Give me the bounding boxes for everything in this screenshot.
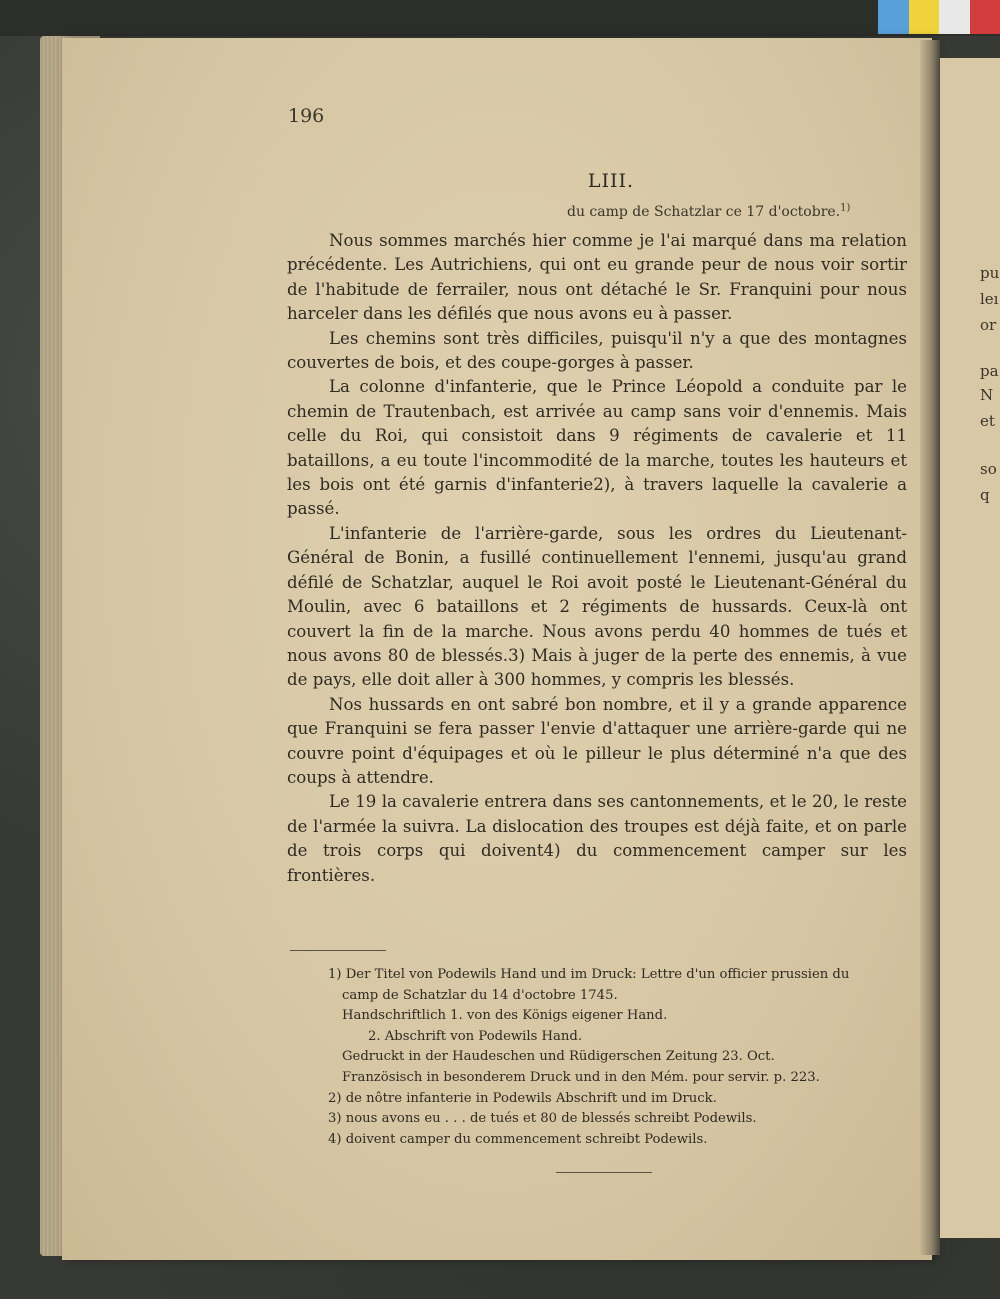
footnote-line: 4) doivent camper du commencement schreibt Podewils.: [328, 1131, 708, 1147]
facing-text-fragment: so: [980, 460, 997, 478]
footnote-line: 2. Abschrift von Podewils Hand.: [368, 1028, 583, 1044]
dateline-text: du camp de Schatzlar ce 17 d'octobre.: [567, 204, 841, 220]
cover-top-band: [0, 0, 1000, 36]
footnote-line: 3) nous avons eu . . . de tués et 80 de blessés schreibt Podewils.: [328, 1111, 757, 1127]
facing-text-fragment: et: [980, 412, 995, 430]
footnote-separator: [290, 950, 386, 951]
facing-text-fragment: pa: [980, 362, 999, 380]
facing-text-fragment: q: [980, 486, 990, 504]
body-text: [287, 229, 907, 888]
footnotes: [328, 965, 928, 1150]
color-swatch-white: [939, 0, 970, 34]
footnote-line: camp de Schatzlar du 14 d'octobre 1745.: [342, 987, 618, 1003]
paragraph: Le 19 la cavalerie entrera dans ses cantonnements, et le 20, le reste de l'armée la suivra. La dislocation des troupes est déjà faite, et on parle de trois corps qui doivent4) du commencement camper sur les frontières.: [287, 792, 907, 885]
chapter-heading: [0, 170, 1000, 192]
color-swatch-blue: [878, 0, 909, 34]
footnote-line: Handschriftlich 1. von des Königs eigener Hand.: [342, 1008, 668, 1024]
page-number: 196: [288, 105, 325, 127]
color-calibration-strip: [878, 0, 1000, 34]
dateline: [567, 204, 850, 220]
color-swatch-yellow: [909, 0, 940, 34]
chapter-heading-text: LIII.: [587, 170, 635, 192]
footnote-line: 1) Der Titel von Podewils Hand und im Druck: Lettre d'un officier prussien du: [328, 967, 850, 982]
facing-text-fragment: leı: [980, 290, 999, 308]
paragraph: Les chemins sont très difficiles, puisqu'il n'y a que des montagnes couvertes de bois, et des coupe-gorges à passer.: [287, 328, 907, 373]
paragraph: Nous sommes marchés hier comme je l'ai marqué dans ma relation précédente. Les Autrichiens, qui ont eu grande peur de nous voir sortir de l'habitude de ferrailer, nous ont détaché le Sr. Franquini pour nous harceler dans les défilés que nous avons eu à passer.: [287, 231, 907, 324]
footnote-line: Französisch in besonderem Druck und in den Mém. pour servir. p. 223.: [342, 1069, 820, 1085]
dateline-footnote-ref: 1): [840, 202, 851, 214]
facing-text-fragment: N: [980, 386, 994, 404]
footnote-line: Gedruckt in der Haudeschen und Rüdigerschen Zeitung 23. Oct.: [342, 1049, 775, 1065]
footnote-line: 2) de nôtre infanterie in Podewils Abschrift und im Druck.: [328, 1090, 717, 1106]
paragraph: La colonne d'infanterie, que le Prince Léopold a conduite par le chemin de Trautenbach, est arrivée au camp sans voir d'ennemis. Mais celle du Roi, qui consistoit dans 9 régiments de cavalerie et 11 bataillons, a eu toute l'incommodité de la marche, toutes les hauteurs et les bois ont été garnis d'infanterie2), à travers laquelle la cavalerie a passé.: [287, 377, 907, 519]
paragraph: L'infanterie de l'arrière-garde, sous les ordres du Lieutenant-Général de Bonin, a fusillé continuellement l'ennemi, jusqu'au grand défilé de Schatzlar, auquel le Roi avoit posté le Lieutenant-Général du Moulin, avec 6 bataillons et 2 régiments de hussards. Ceux-là ont couvert la fin de la marche. Nous avons perdu 40 hommes de tués et nous avons 80 de blessés.3) Mais à juger de la perte des ennemis, à vue de pays, elle doit aller à 300 hommes, y compris les blessés.: [287, 523, 907, 690]
paragraph: Nos hussards en ont sabré bon nombre, et il y a grande apparence que Franquini se fera passer l'envie d'attaquer une arrière-garde qui ne couvre point d'équipages et où le pilleur le plus déterminé n'a que des coups à attendre.: [287, 694, 907, 787]
color-swatch-red: [970, 0, 1000, 34]
facing-text-fragment: or: [980, 316, 997, 334]
page-end-rule: [556, 1172, 652, 1173]
facing-text-fragment: pu: [980, 264, 1000, 282]
facing-page: [940, 58, 1000, 1238]
